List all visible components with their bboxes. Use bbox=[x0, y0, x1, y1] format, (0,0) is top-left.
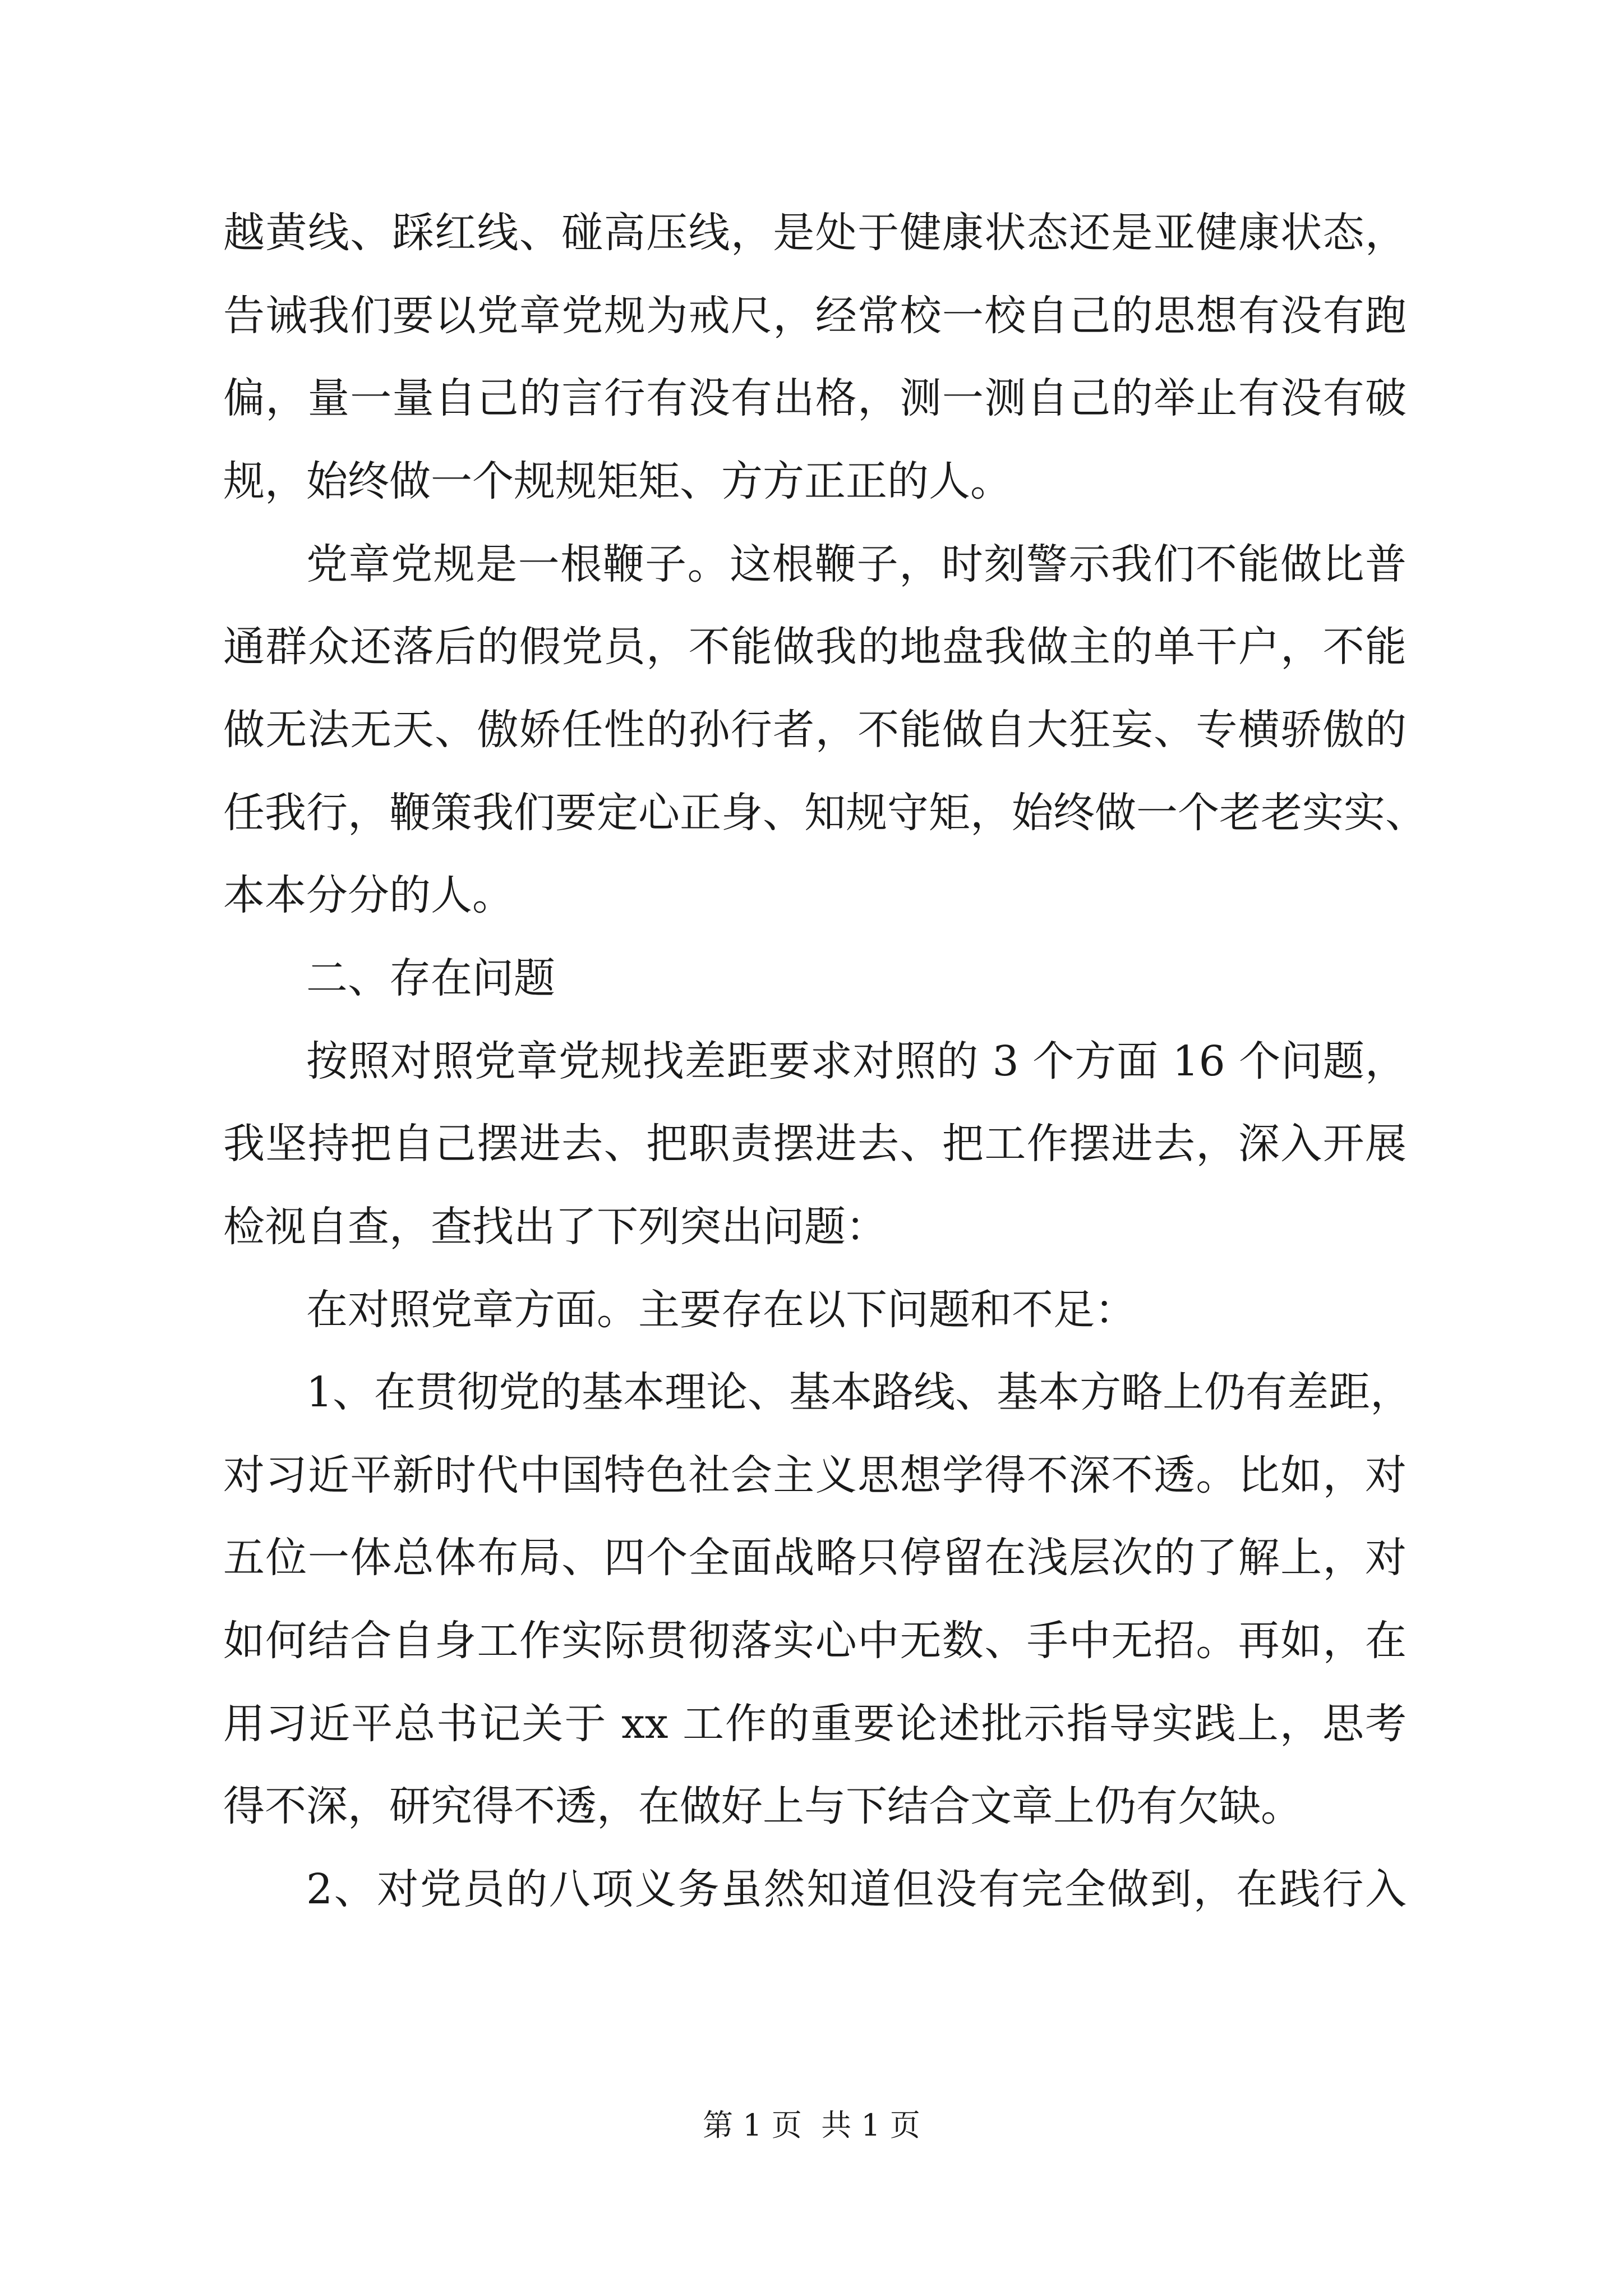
text-line-21: 2、对党员的八项义务虽然知道但没有完全做到，在践行入 bbox=[306, 1865, 1407, 1913]
text-line-6: 通群众还落后的假党员，不能做我的地盘我做主的单干户，不能 bbox=[223, 623, 1407, 671]
text-line-13: 检视自查，查找出了下列突出问题： bbox=[223, 1203, 887, 1251]
text-line-3: 偏，量一量自己的言行有没有出格，测一测自己的举止有没有破 bbox=[223, 374, 1407, 422]
text-line-4: 规，始终做一个规规矩矩、方方正正的人。 bbox=[223, 457, 1012, 505]
text-line-19: 用习近平总书记关于 xx 工作的重要论述批示指导实践上，思考 bbox=[223, 1700, 1407, 1748]
text-line-11: 按照对照党章党规找差距要求对照的 3 个方面 16 个问题， bbox=[306, 1037, 1407, 1085]
page-footer: 第 1 页 共 1 页 bbox=[703, 2108, 920, 2143]
text-line-20: 得不深，研究得不透，在做好上与下结合文章上仍有欠缺。 bbox=[223, 1782, 1302, 1830]
section-heading: 二、存在问题 bbox=[306, 954, 555, 1002]
text-line-5: 党章党规是一根鞭子。这根鞭子，时刻警示我们不能做比普 bbox=[306, 540, 1407, 588]
text-line-9: 本本分分的人。 bbox=[223, 871, 514, 919]
text-line-14: 在对照党章方面。主要存在以下问题和不足： bbox=[306, 1286, 1136, 1334]
text-line-8: 任我行，鞭策我们要定心正身、知规守矩，始终做一个老老实实、 bbox=[223, 789, 1427, 837]
text-line-2: 告诫我们要以党章党规为戒尺，经常校一校自己的思想有没有跑 bbox=[223, 292, 1407, 340]
text-line-1: 越黄线、踩红线、碰高压线，是处于健康状态还是亚健康状态， bbox=[223, 209, 1407, 257]
text-line-18: 如何结合自身工作实际贯彻落实心中无数、手中无招。再如，在 bbox=[223, 1617, 1407, 1665]
text-line-17: 五位一体总体布局、四个全面战略只停留在浅层次的了解上，对 bbox=[223, 1534, 1407, 1582]
text-line-16: 对习近平新时代中国特色社会主义思想学得不深不透。比如，对 bbox=[223, 1451, 1407, 1499]
text-line-12: 我坚持把自己摆进去、把职责摆进去、把工作摆进去，深入开展 bbox=[223, 1120, 1407, 1168]
text-line-7: 做无法无天、傲娇任性的孙行者，不能做自大狂妄、专横骄傲的 bbox=[223, 706, 1407, 754]
text-line-15: 1、在贯彻党的基本理论、基本路线、基本方略上仍有差距， bbox=[306, 1368, 1412, 1416]
